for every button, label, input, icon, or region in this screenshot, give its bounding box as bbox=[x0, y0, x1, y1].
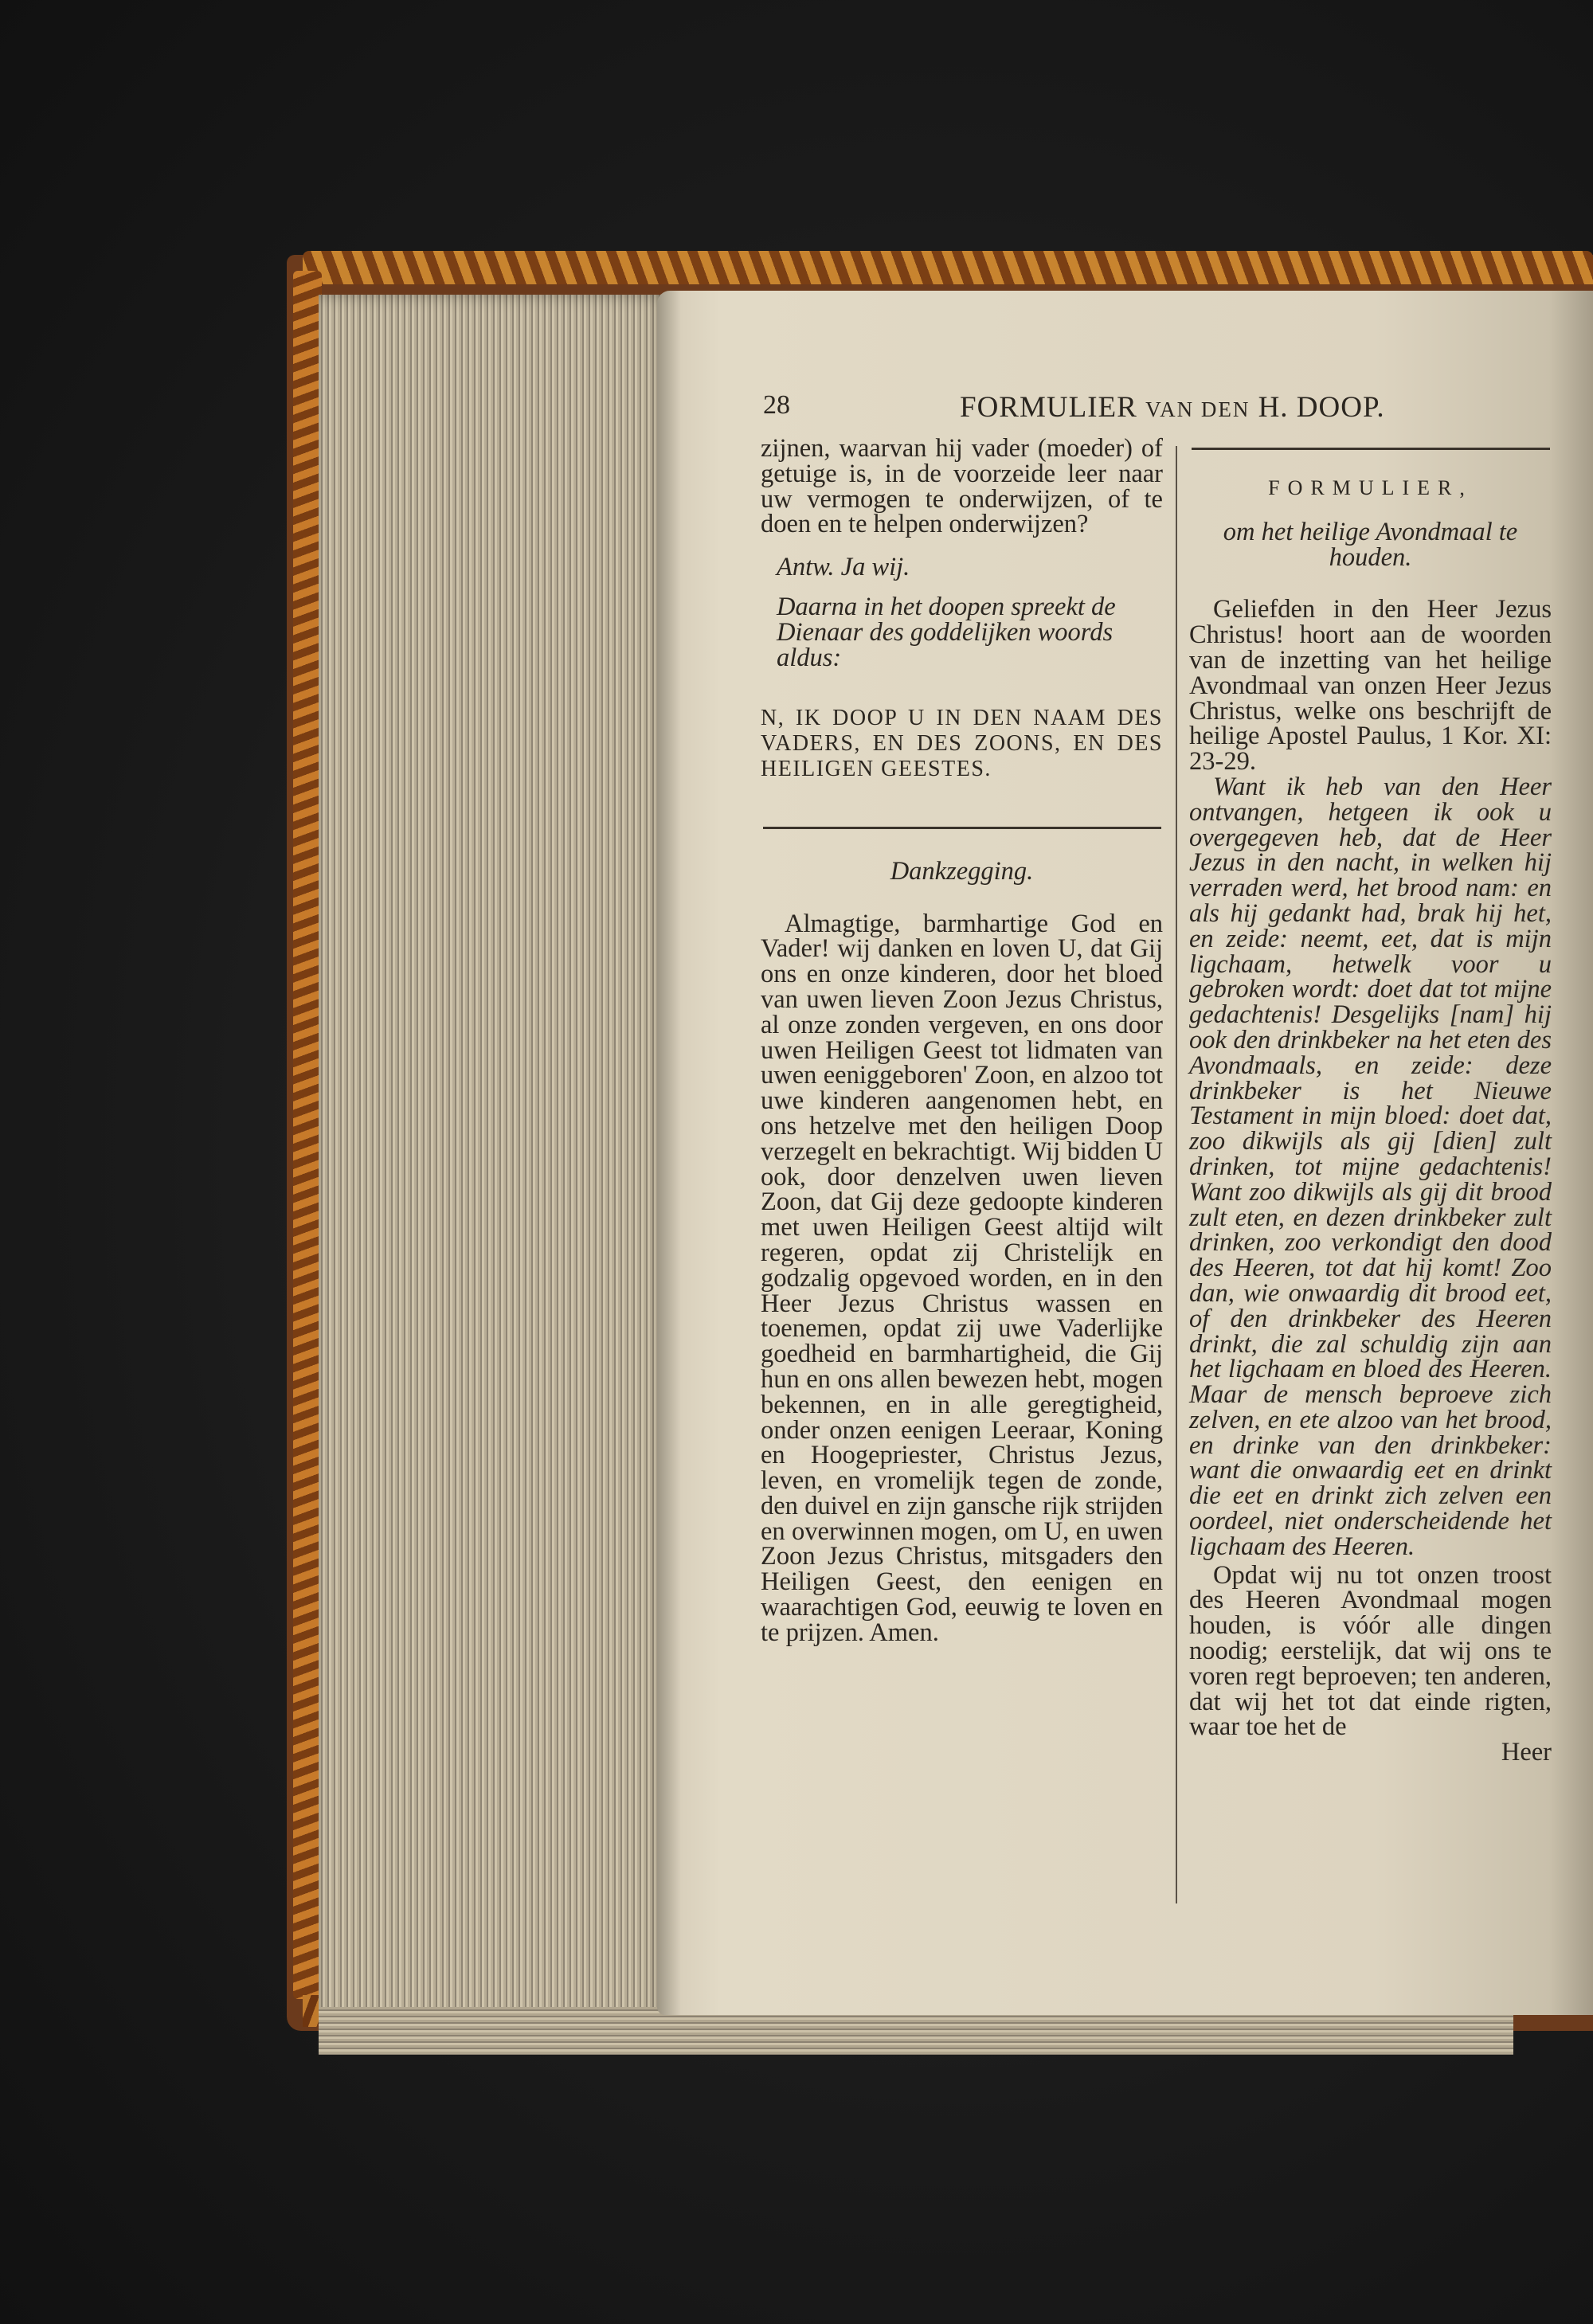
catchword: Heer bbox=[1501, 1738, 1552, 1767]
heading-rule bbox=[1192, 448, 1550, 450]
book-cover-top-edge bbox=[303, 251, 1593, 284]
rubric: Daarna in het doopen spreekt de Dienaar des goddelijken woords aldus: bbox=[777, 592, 1116, 672]
scripture-quotation: Want ik heb van den Heer ontvangen, hetgeen ik ook u overgegeven heb, dat de Heer Jezus in den nacht, in welken hij verraden werd, het brood nam: en als hij gedankt had, brak hij het, en zeide: neemt, eet, dat is mijn ligchaam, hetwelk voor u gebroken wordt: doet dat tot mijne gedachtenis! Desgelijks [nam] hij ook den drinkbeker na het eten des Avondmaals, en zeide: deze drinkbeker is het Nieuwe Testament in mijn bloed: doet dat, zoo dikwijls als gij [dien] zult drinken, tot mijne gedachtenis! Want zoo dikwijls als gij dit brood zult eten, en dezen drinkbeker zult drinken, zoo verkondigt den dood des Heeren, tot dat hij komt! Zoo dan, wie onwaardig dit brood eet, of den drinkbeker des Heeren drinkt, die zal schuldig zijn aan het ligchaam en bloed des Heeren. Maar de mensch beproeve zich zelven, en ete alzoo van het brood, en drinke van den drinkbeker: want die onwaardig eet en drinkt die eet en drinkt zich zelven een oordeel, niet onderscheidende het ligchaam des Heeren. bbox=[1189, 772, 1552, 1561]
column-divider bbox=[1176, 446, 1177, 1903]
running-head-main: FORMULIER bbox=[960, 391, 1137, 424]
page-edges bbox=[319, 295, 669, 2055]
page-number: 28 bbox=[763, 390, 790, 420]
baptism-formula: N, IK DOOP U IN DEN NAAM DES VADERS, EN DES ZOONS, EN DES HEILIGEN GEESTES. bbox=[761, 706, 1163, 781]
section-title: Dankzegging. bbox=[890, 856, 1034, 886]
right-column bbox=[1189, 470, 1552, 1766]
question-continuation: zijnen, waarvan hij vader (moeder) of getuige is, in de voorzeide leer naar uw vermogen te onderwijzen, of te doen en te helpen onderwijzen? bbox=[761, 434, 1163, 539]
formulier-subheading: om het heilige Avondmaal te houden. bbox=[1223, 517, 1518, 572]
book-cover-spine-edge bbox=[293, 271, 322, 1999]
running-head-end: H. DOOP. bbox=[1258, 391, 1385, 424]
intro-paragraph: Geliefden in den Heer Jezus Christus! hoort aan de woorden van de inzetting van het heilige Avondmaal van onzen Heer Jezus Christus, welke ons beschrijft de heilige Apostel Paulus, 1 Kor. XI: 23-29. bbox=[1189, 595, 1552, 777]
second-paragraph: Opdat wij nu tot onzen troost des Heeren Avondmaal mogen houden, is vóór alle dingen noodig; eerstelijk, dat wij ons te voren regt beproeven; ten anderen, dat wij het tot dat einde rigten, waar toe het de bbox=[1189, 1560, 1552, 1742]
prayer-text: Almagtige, barmhartige God en Vader! wij danken en loven U, dat Gij ons en onze kinderen, door het bloed van uwen lieven Zoon Jezus Christus, al onze zonden vergeven, en ons door uwen Heiligen Geest tot lidmaten van uwen eeniggeboren' Zoon, en alzoo tot uwe kinderen aangenomen hebt, en ons hetzelve met den heiligen Doop verzegelt en bekrachtigt. Wij bidden U ook, door denzelven uwen lieven Zoon, dat Gij deze gedoopte kinderen met uwen Heiligen Geest altijd wilt regeren, opdat zij Christelijk en godzalig opgevoed worden, en in den Heer Jezus Christus wassen en toenemen, opdat zij uwe Vaderlijke goedheid en barmhartigheid, die Gij hun en ons allen bewezen hebt, mogen bekennen, en in alle geregtigheid, onder onzen eenigen Leeraar, Koning en Hoogepriester, Christus Jezus, leven, en vromelijk tegen de zonde, den duivel en zijn gansche rijk strijden en overwinnen mogen, om U, en uwen Zoon Jezus Christus, mitsgaders den Heiligen Geest, den eenigen en waarachtigen God, eeuwig te loven en te prijzen. Amen. bbox=[761, 909, 1163, 1647]
running-head-smallcaps: VAN DEN bbox=[1145, 397, 1251, 421]
answer: Antw. Ja wij. bbox=[777, 553, 910, 582]
running-head bbox=[960, 390, 1385, 425]
left-column bbox=[761, 436, 1163, 1646]
section-rule bbox=[763, 827, 1161, 829]
formulier-heading: FORMULIER, bbox=[1268, 476, 1473, 499]
